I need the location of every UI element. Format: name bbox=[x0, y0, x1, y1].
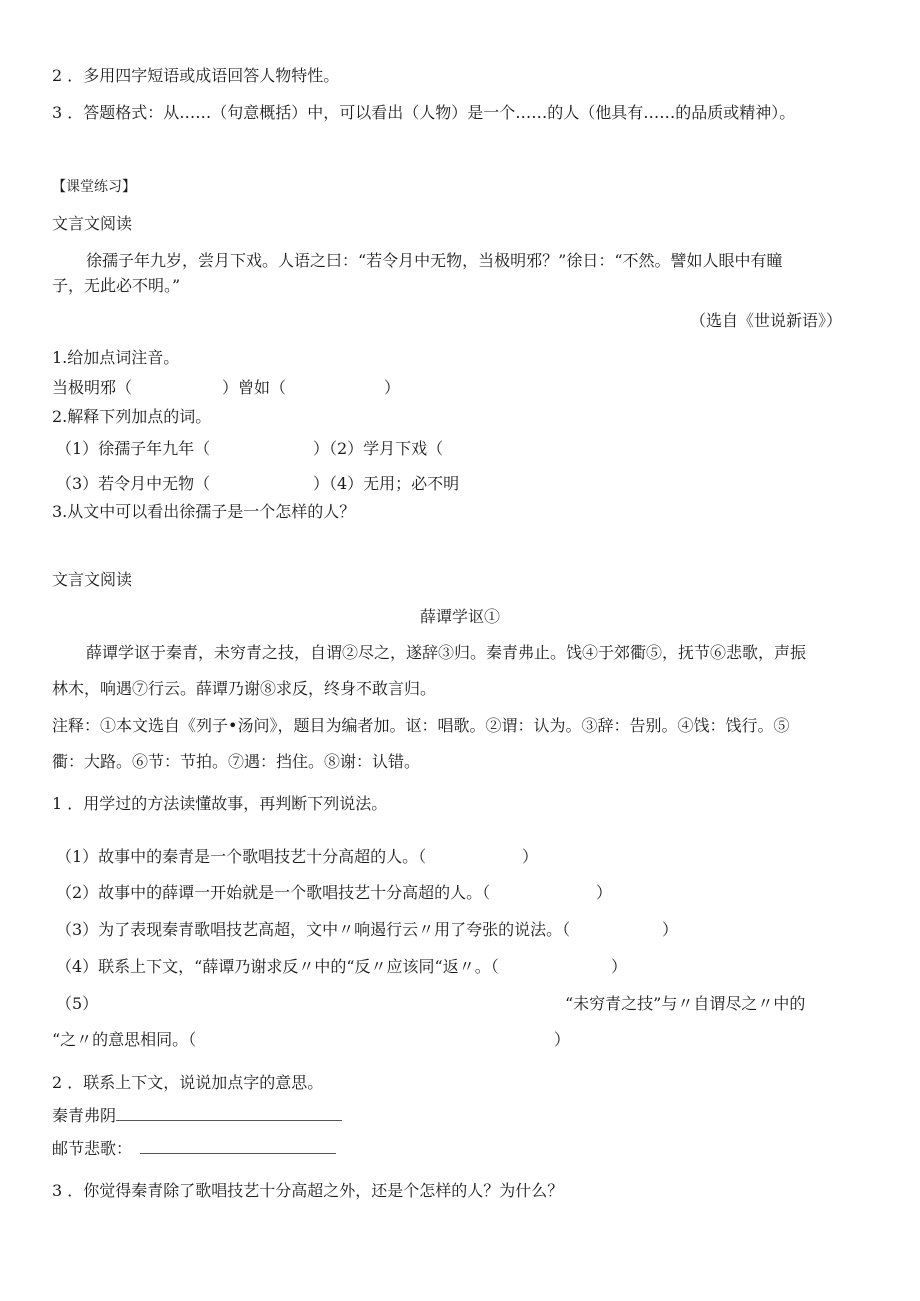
s2-q2-item-a bbox=[52, 1106, 342, 1126]
passage1-line2: 子，无此必不明。” bbox=[52, 276, 181, 295]
section1-heading: 文言文阅读 bbox=[52, 214, 133, 233]
s2-q2-item-b-label: 邮节悲歌： bbox=[52, 1139, 133, 1158]
s1-q1-item-b-close: ） bbox=[384, 378, 401, 397]
s2-q1-judge-5-num: （5） bbox=[56, 994, 99, 1013]
passage2-line1: 薛谭学讴于秦青，未穷青之技，自谓②尽之，遂辞③归。秦青弗止。饯④于郊衢⑤，抚节⑥悲歌，声振 bbox=[86, 643, 807, 662]
s2-q1-judge-1-close: ） bbox=[522, 847, 539, 866]
s1-question-2: 2.解释下列加点的词。 bbox=[52, 407, 212, 426]
s2-q1-judge-2-close: ） bbox=[596, 883, 613, 902]
s1-q1-item-a: 当极明邪（ bbox=[52, 378, 133, 397]
s1-q1-item-a-close: ）曾如（ bbox=[222, 378, 287, 397]
passage2-note-line2: 衢：大路。⑥节：节拍。⑦遇：挡住。⑧谢：认错。 bbox=[52, 752, 421, 771]
s2-q1-judge-3: （3）为了表现秦青歌唱技艺高超，文中〃响遏行云〃用了夸张的说法。（ bbox=[56, 920, 571, 939]
s1-question-1: 1.给加点词注音。 bbox=[52, 348, 180, 367]
s2-q1-judge-5-close: ） bbox=[554, 1030, 571, 1049]
answer-blank-a[interactable] bbox=[116, 1106, 342, 1121]
s1-q2-item-3-close: ）（4）无用；必不明 bbox=[313, 474, 460, 493]
class-practice-header: 【课堂练习】 bbox=[52, 179, 136, 195]
s1-question-3: 3.从文中可以看出徐孺子是一个怎样的人？ bbox=[52, 502, 356, 521]
answer-blank-b[interactable] bbox=[140, 1139, 336, 1154]
s2-q1-judge-5-text: “未穷青之技”与〃自谓尽之〃中的 bbox=[565, 994, 806, 1013]
passage1-source: （选自《世说新语》） bbox=[690, 311, 843, 330]
s2-q1-judge-5-line2: “之〃的意思相同。（ bbox=[52, 1030, 197, 1049]
s1-q2-item-3: （3）若令月中无物（ bbox=[56, 474, 211, 493]
s2-q1-judge-1: （1）故事中的秦青是一个歌唱技艺十分高超的人。（ bbox=[56, 847, 427, 866]
s2-question-2: 2 ．联系上下文，说说加点字的意思。 bbox=[52, 1073, 324, 1092]
s2-q2-item-a-label: 秦青弗阴 bbox=[52, 1106, 117, 1125]
s2-q1-judge-4-close: ） bbox=[611, 957, 628, 976]
passage2-title: 薛谭学讴① bbox=[419, 607, 500, 626]
s2-q1-judge-2: （2）故事中的薛谭一开始就是一个歌唱技艺十分高超的人。（ bbox=[56, 883, 491, 902]
s1-q2-item-1-close: ）（2）学月下戏（ bbox=[313, 439, 444, 458]
s1-q2-item-1: （1）徐孺子年九年（ bbox=[56, 439, 211, 458]
section2-heading: 文言文阅读 bbox=[52, 570, 133, 589]
passage1-line1: 徐孺子年九岁，尝月下戏。人语之曰：“若令月中无物，当极明邪？”徐日：“不然。譬如人眼中有瞳 bbox=[86, 251, 783, 270]
s2-question-3: 3 ．你觉得秦青除了歌唱技艺十分高超之外，还是个怎样的人？为什么？ bbox=[52, 1181, 564, 1200]
answer-tip-2: 2 ．多用四字短语或成语回答人物特性。 bbox=[52, 66, 340, 85]
answer-tip-3: 3 ．答题格式：从……（句意概括）中，可以看出（人物）是一个……的人（他具有……的品质或精神）。 bbox=[52, 103, 796, 122]
passage2-line2: 林木，响遇⑦行云。薛谭乃谢⑧求反，终身不敢言归。 bbox=[52, 679, 437, 698]
s2-q2-item-b bbox=[52, 1139, 336, 1159]
s2-question-1: 1 ．用学过的方法读懂故事，再判断下列说法。 bbox=[52, 794, 388, 813]
s2-q1-judge-3-close: ） bbox=[662, 920, 679, 939]
s2-q1-judge-4: （4）联系上下文，“薛谭乃谢求反〃中的“反〃应该同“返〃。（ bbox=[56, 957, 499, 976]
passage2-note-line1: 注释：①本文选自《列子•汤问》，题目为编者加。讴：唱歌。②谓：认为。③辞：告别。④饯：饯行。⑤ bbox=[52, 716, 790, 735]
